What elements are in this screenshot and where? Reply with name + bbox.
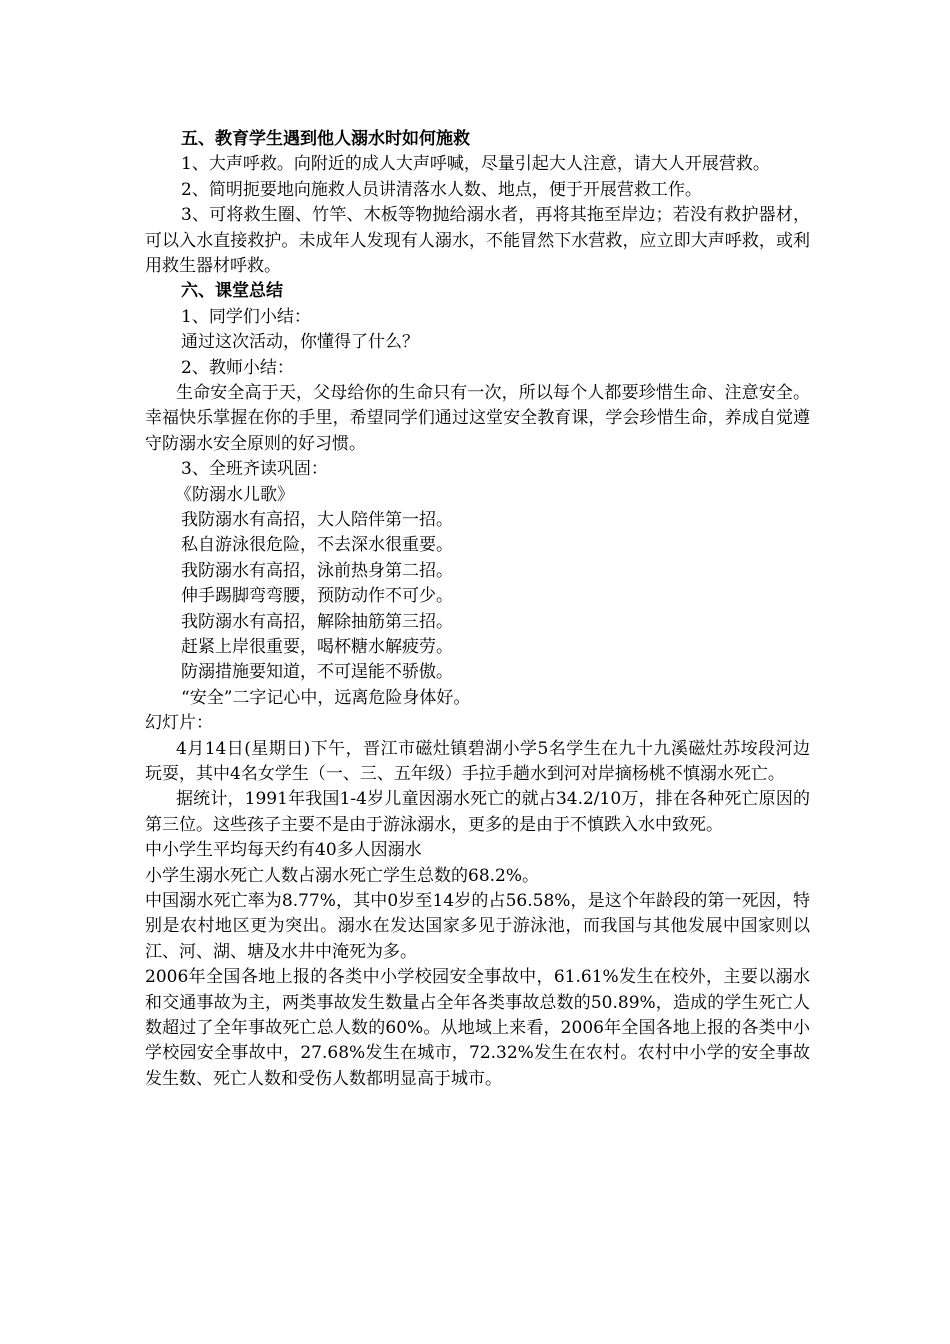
slide-paragraph-mortality: 中国溺水死亡率为8.77%，其中0岁至14岁的占56.58%，是这个年龄段的第一死因，特别是农村地区更为突出。溺水在发达国家多见于游泳池，而我国与其他发展中国家则以江、河、湖、塘及水井中淹死为多。 (145, 890, 810, 962)
song-line: 我防溺水有高招，解除抽筋第三招。 (181, 611, 453, 632)
song-title: 《防溺水儿歌》 (175, 484, 294, 505)
class-reading-label: 3、全班齐读巩固： (181, 459, 328, 480)
section-heading-rescue: 五、教育学生遇到他人溺水时如何施救 (181, 129, 470, 149)
slide-paragraph-2006-report: 2006年全国各地上报的各类中小学校园安全事故中，61.61%发生在校外，主要以溺水和交通事故为主，两类事故发生数量占全年各类事故总数的50.89%，造成的学生死亡人数超过了全年事故死亡总人数的60%。从地域上来看，2006年全国各地上报的各类中小学校园安全事故中，27.68%发生在城市，72.32%发生在农村。农村中小学的安全事故发生数、死亡人数和受伤人数都明显高于城市。 (145, 967, 810, 1089)
rescue-item-2: 2、简明扼要地向施救人员讲清落水人数、地点，便于开展营救工作。 (181, 179, 702, 200)
teacher-summary-text: 生命安全高于天，父母给你的生命只有一次，所以每个人都要珍惜生命、注意安全。幸福快乐掌握在你的手里，希望同学们通过这堂安全教育课，学会珍惜生命，养成自觉遵守防溺水安全原则的好习惯。 (145, 382, 810, 454)
slide-paragraph-statistics: 据统计，1991年我国1-4岁儿童因溺水死亡的就占34.2/10万，排在各种死亡原因的第三位。这些孩子主要不是由于游泳溺水，更多的是由于不慎跌入水中致死。 (145, 789, 810, 835)
slides-label: 幻灯片： (145, 713, 213, 734)
student-summary-label: 1、同学们小结： (181, 306, 311, 327)
teacher-summary-label: 2、教师小结： (181, 357, 294, 378)
slide-line-daily-deaths: 中小学生平均每天约有40多人因溺水 (145, 840, 422, 861)
song-line: 防溺措施要知道，不可逞能不骄傲。 (181, 662, 453, 683)
song-line: 赶紧上岸很重要，喝杯糖水解疲劳。 (181, 636, 453, 657)
rescue-item-3: 3、可将救生圈、竹竿、木板等物抛给溺水者，再将其拖至岸边；若没有救护器材，可以入水直接救护。未成年人发现有人溺水，不能冒然下水营救，应立即大声呼救，或利用救生器材呼救。 (145, 205, 810, 277)
slide-line-primary-share: 小学生溺水死亡人数占溺水死亡学生总数的68.2%。 (145, 865, 540, 886)
song-line: 伸手踢脚弯弯腰，预防动作不可少。 (181, 586, 453, 607)
song-line: 我防溺水有高招，泳前热身第二招。 (181, 560, 453, 581)
student-summary-text: 通过这次活动，你懂得了什么？ (181, 332, 419, 353)
slide-paragraph-incident: 4月14日(星期日)下午，晋江市磁灶镇碧湖小学5名学生在九十九溪磁灶苏垵段河边玩耍，其中4名女学生（一、三、五年级）手拉手趟水到河对岸摘杨桃不慎溺水死亡。 (145, 738, 810, 784)
document-body (145, 127, 810, 1092)
song-line: 私自游泳很危险，不去深水很重要。 (181, 535, 453, 556)
rescue-item-1: 1、大声呼救。向附近的成人大声呼喊，尽量引起大人注意，请大人开展营救。 (181, 154, 770, 175)
song-line: 我防溺水有高招，大人陪伴第一招。 (181, 509, 453, 530)
song-line: “安全”二字记心中，远离危险身体好。 (181, 687, 471, 708)
section-heading-summary: 六、课堂总结 (181, 281, 283, 302)
